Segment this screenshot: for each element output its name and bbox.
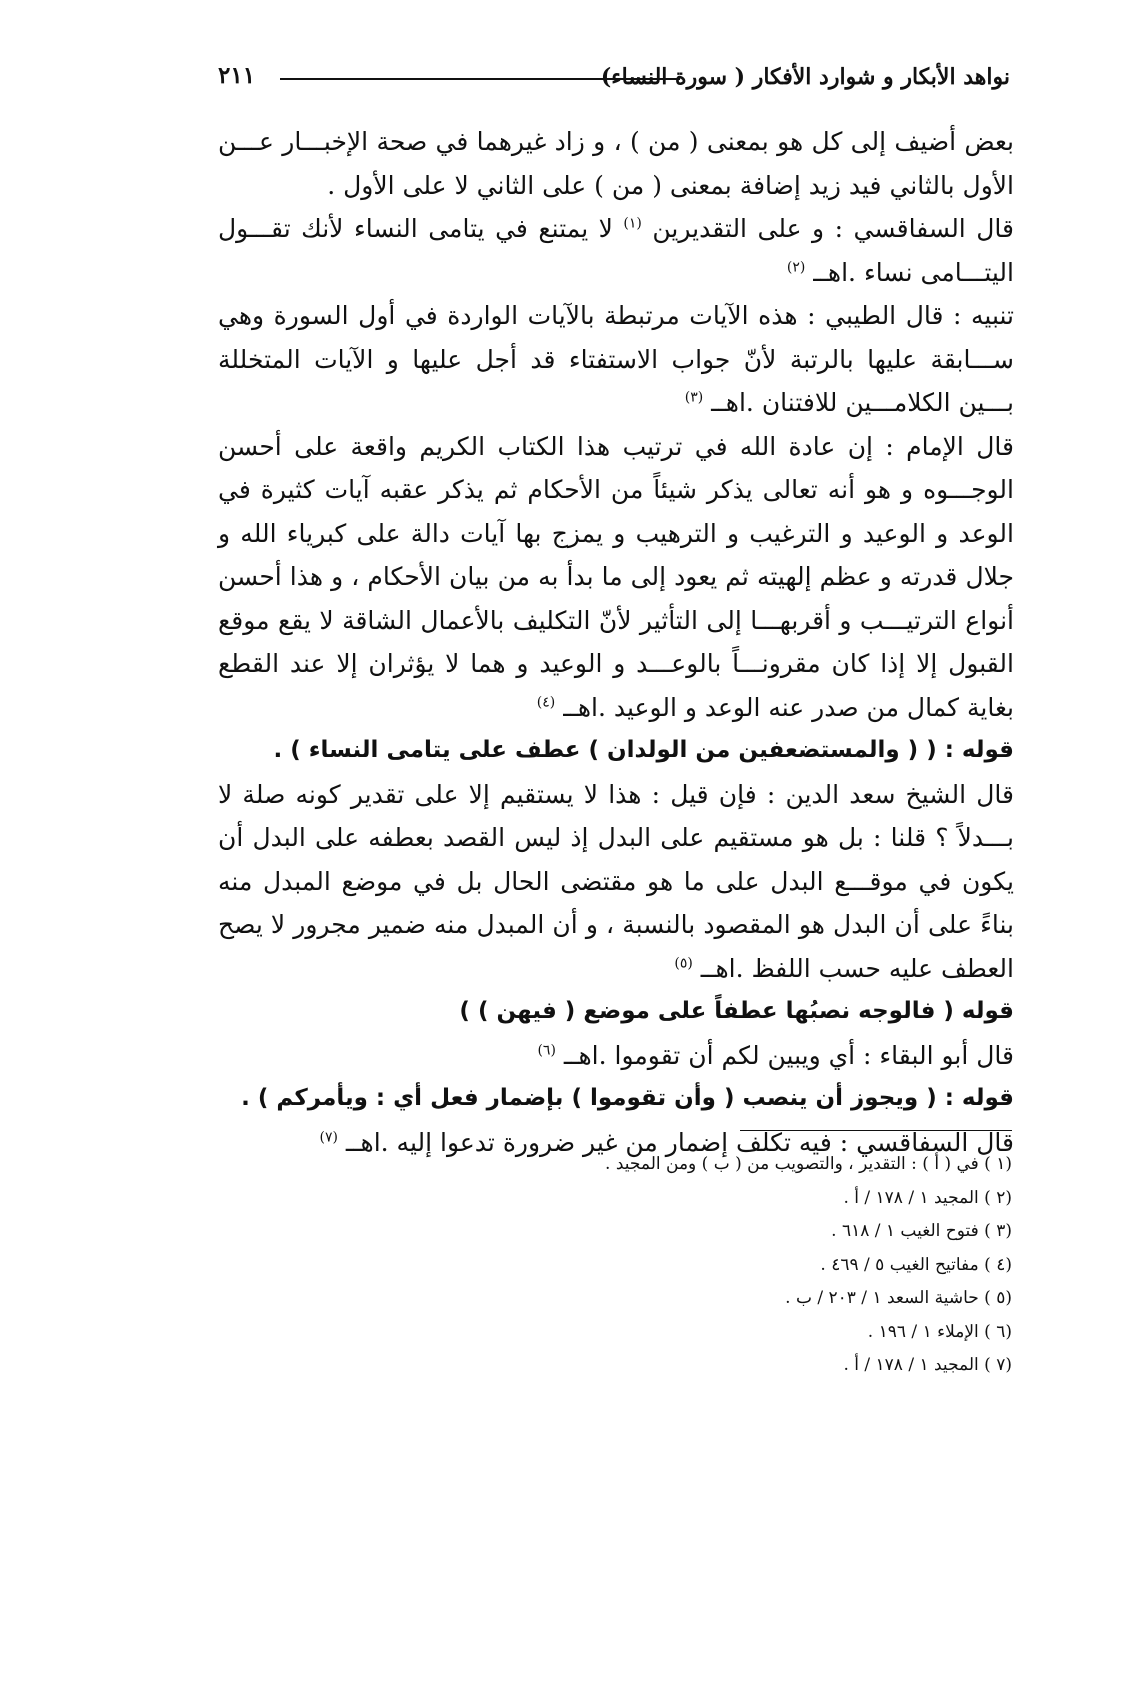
footnote: (٦ ) الإملاء ١ / ١٩٦ . [867, 1321, 1012, 1342]
paragraph [218, 120, 1014, 207]
footnote: (٤ ) مفاتيح الغيب ٥ / ٤٦٩ . [820, 1254, 1012, 1275]
paragraph-text: قال أبو البقاء : أي ويبين لكم أن تقوموا .اهــ [555, 1040, 1014, 1070]
footnote: (٢ ) المجيد ١ / ١٧٨ / أ . [843, 1187, 1012, 1208]
footnote-ref: (٢) [786, 259, 806, 276]
header-rule [280, 78, 680, 80]
footnote-ref: (٤) [536, 694, 556, 711]
footnote-ref: (٣) [684, 389, 704, 406]
paragraph [218, 207, 1014, 294]
paragraph-text: لا يمتنع في يتامى النساء لأنك تقـــول اليتـــامى نساء .اهــ [218, 214, 1014, 287]
paragraph-text: بعض أضيف إلى كل هو بمعنى ( من ) ، و زاد غيرهما في صحة الإخبـــار عـــن الأول بالثاني فيد زيد إضافة بمعنى ( من ) على الثاني لا على الأول . [218, 127, 1014, 200]
footnote-ref: (٦) [537, 1042, 556, 1059]
footnotes [500, 1148, 1012, 1383]
paragraph-text: قال السفاقسي : فيه تكلف إضمار من غير ضرورة تدعوا إليه .اهــ [337, 1127, 1014, 1157]
footnote-ref: (١) [623, 215, 642, 232]
footnote: (١ ) في ( أ ) : التقدير ، والتصويب من ( ب ) ومن المجيد . [605, 1154, 1012, 1174]
qawl-heading: قوله : ( ( والمستضعفين من الولدان ) عطف على يتامى النساء ) . [273, 737, 1014, 763]
page-number: ٢١١ [218, 62, 256, 89]
qawl-heading: قوله ( فالوجه نصبُها عطفاً على موضع ( فيهن ) ) [459, 998, 1014, 1024]
paragraph-text: قال الشيخ سعد الدين : فإن قيل : هذا لا يستقيم إلا على تقدير كونه صلة لا بـــدلاً ؟ قلنا : بل هو مستقيم على البدل إذ ليس القصد بعطفه على البدل أن يكون في موقـــع البدل على ما هو مقتضى الحال بل في موضع المبدل منه بناءً على أن البدل هو المقصود بالنسبة ، و أن المبدل منه ضمير مجرور لا يصح العطف عليه حسب اللفظ .اهــ [218, 779, 1014, 983]
footnote-separator [740, 1130, 1012, 1131]
footnote-ref: (٥) [674, 955, 693, 972]
paragraph-text: قال السفاقسي : و على التقديرين [652, 214, 1014, 243]
page-header [218, 58, 1010, 98]
footnote: (٥ ) حاشية السعد ١ / ٢٠٣ / ب . [785, 1288, 1012, 1308]
paragraph [218, 425, 1014, 730]
footnote: (٣ ) فتوح الغيب ١ / ٦١٨ . [831, 1221, 1012, 1241]
qawl-heading: قوله : ( ويجوز أن ينصب ( وأن تقوموا ) بإضمار فعل أي : ويأمركم ) . [241, 1085, 1014, 1111]
paragraph-text: تنبيه : قال الطيبي : هذه الآيات مرتبطة بالآيات الواردة في أول السورة وهي ســـابقة عليها بالرتبة لأنّ جواب الاستفتاء قد أجل عليها و الآيات المتخللة بـــين الكلامـــين للافتنان .اهــ [218, 301, 1014, 417]
paragraph [218, 294, 1014, 425]
footnote: (٧ ) المجيد ١ / ١٧٨ / أ . [843, 1355, 1012, 1375]
footnote-ref: (٧) [319, 1129, 338, 1146]
paragraph-text: قال الإمام : إن عادة الله في ترتيب هذا الكتاب الكريم واقعة على أحسن الوجـــوه و هو أنه تعالى يذكر شيئاً من الأحكام ثم يذكر عقبه آيات كثيرة في الوعد و الوعيد و الترغيب و الترهيب و يمزج بها آيات دالة على كبرياء الله و جلال قدرته و عظم إلهيته ثم يعود إلى ما بدأ به من بيان الأحكام ، و هذا أحسن أنواع الترتيـــب و أقربهـــا إلى التأثير لأنّ التكليف بالأعمال الشاقة لا يقع موقع القبول إلا إذا كان مقرونـــاً بالوعـــد و الوعيد و هما لا يؤثران إلا عند القطع بغاية كمال من صدر عنه الوعد و الوعيد .اهــ [218, 431, 1014, 722]
running-title: نواهد الأبكار و شوارد الأفكار ( سورة النساء) [600, 64, 1010, 90]
paragraph [218, 1034, 1014, 1078]
paragraph [218, 773, 1014, 991]
body-text [218, 120, 1014, 1164]
